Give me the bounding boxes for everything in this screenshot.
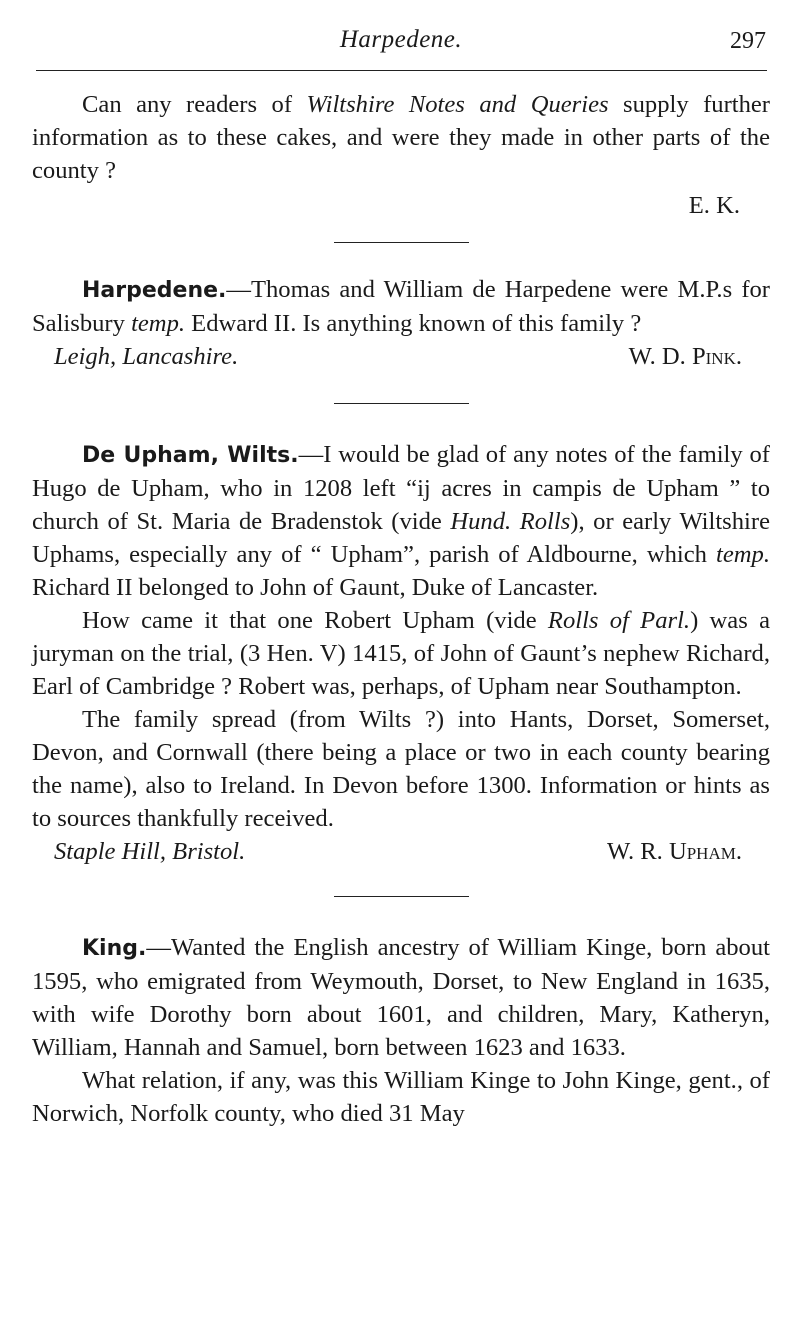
king-paragraph-1 [32, 931, 770, 1064]
cakes-text-before: Can any readers of [82, 91, 307, 118]
de-upham-p1-italic-1: Hund. Rolls [450, 508, 571, 535]
page-header [36, 22, 766, 62]
harpedene-location: Leigh, Lancashire. [54, 343, 239, 370]
header-rule [36, 70, 767, 71]
running-title: Harpedene. [339, 26, 463, 53]
cakes-signature: E. K. [688, 192, 740, 219]
king-heading: King. [82, 936, 147, 961]
de-upham-p1-italic-2: temp. [716, 541, 770, 568]
king-p1: —Wanted the English ancestry of William Kinge, born about 1595, who emigrated from Weymouth, Dorset, to New England in 1635, with wife Dorothy born about 1601, and children, Mary, Katheryn, William, Hannah and Samuel, born between 1623 and 1633. [32, 934, 770, 1061]
de-upham-heading: De Upham, Wilts. [82, 443, 299, 468]
de-upham-p2-a: How came it that one Robert Upham (vide [82, 607, 548, 634]
de-upham-signoff [32, 835, 770, 868]
de-upham-p2-italic: Rolls of Parl. [547, 607, 691, 634]
king-paragraph-2: What relation, if any, was this William Kinge to John Kinge, gent., of Norwich, Norfolk county, who died 31 May [32, 1067, 770, 1127]
harpedene-text-2: Edward II. Is anything known of this family ? [185, 310, 642, 337]
harpedene-signoff [32, 340, 770, 373]
de-upham-p2-b: ) was a juryman on the trial, (3 Hen. V) 1415, of John of Gaunt’s nephew Richard, Earl of Cambridge ? Robert was, perhaps, of Upham near Southampton. [32, 607, 770, 700]
harpedene-text-1: —Thomas and William de Harpedene were M.P.s for Salisbury [32, 276, 770, 337]
divider-2 [334, 403, 469, 404]
de-upham-p1-a: —I would be glad of any notes of the family of Hugo de Upham, who in 1208 left “ij acres in campis de Upham ” to church of St. Maria de Bradenstok (vide [32, 441, 770, 535]
harpedene-text-italic: temp. [131, 310, 186, 337]
cakes-paragraph [32, 88, 770, 187]
cakes-text-italic: Wiltshire Notes and Queries [306, 91, 609, 118]
page-number: 297 [730, 28, 766, 54]
body-text [32, 84, 770, 1130]
de-upham-paragraph-1 [32, 438, 770, 604]
divider-3 [334, 896, 469, 897]
de-upham-author: W. R. Upham. [607, 838, 742, 865]
de-upham-p1-b: ), or early Wiltshire Uphams, especially any of “ Upham”, parish of Aldbourne, which [32, 508, 770, 568]
divider-1 [334, 242, 469, 243]
de-upham-paragraph-3: The family spread (from Wilts ?) into Hants, Dorset, Somerset, Devon, and Cornwall (there being a place or two in each county bearing the name), also to Ireland. In Devon before 1300. Information or hints as to sources thankfully received. [32, 706, 770, 832]
harpedene-author: W. D. Pink. [628, 343, 742, 370]
harpedene-heading: Harpedene. [82, 278, 227, 303]
cakes-text-after: supply further information as to these cakes, and were they made in other parts of the county ? [32, 91, 770, 184]
de-upham-p1-c: Richard II belonged to John of Gaunt, Duke of Lancaster. [32, 574, 599, 601]
de-upham-paragraph-2 [32, 604, 770, 703]
harpedene-paragraph [32, 273, 770, 340]
de-upham-location: Staple Hill, Bristol. [54, 838, 246, 865]
